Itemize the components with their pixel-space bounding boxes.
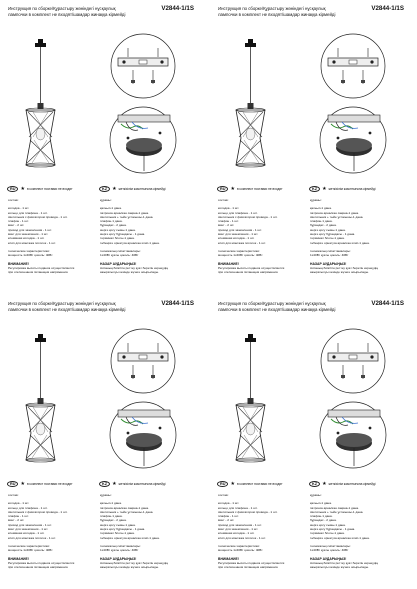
list-item: винт - 2 шт. (8, 518, 25, 523)
list-item: плафон - 1 шт. (218, 219, 239, 224)
warning-line: Регулировка высоты подвеса осуществляется (218, 560, 285, 565)
warning-title: ВНИМАНИЕ! (8, 556, 29, 561)
kz-notice-text: жеткізілім жиынтығына кірмейді (118, 482, 166, 486)
warning-title: ВНИМАНИЕ! (8, 261, 29, 266)
kz-language-tag: KZ (99, 186, 110, 192)
list-item: светильник с фиксатором провода - 1 шт. (218, 509, 278, 514)
wiring-canopy-diagram (110, 107, 176, 173)
star-icon: ★ (230, 480, 235, 487)
list-item: винт - 2 шт. (218, 518, 235, 523)
tech-title: технические характеристики: (8, 543, 50, 548)
section-label: состав: (8, 493, 19, 497)
warning-line: Аспаның биіктігін реттеу қуат беретін кернеудің (310, 265, 378, 270)
list-item: клип для монтажа потолок - 1 шт. (218, 535, 266, 540)
list-item: терминал блогы-1 дана. (100, 531, 135, 536)
warning-title: НАЗАР АУДАРЫҢЫЗ! (310, 556, 347, 561)
list-item: бұрандас - 2 дана. (310, 223, 337, 228)
list-item: провод для заземления - 1 шт. (8, 227, 52, 232)
section-label: құрамы: (100, 493, 112, 497)
warning-line: Аспаның биіктігін реттеу қуат беретін кернеудің (100, 560, 168, 565)
wiring-canopy-diagram (110, 402, 176, 468)
model-number: V2844-1/1S (161, 5, 194, 12)
list-item: төбеңізге орнатуға арналған клип-1 дана. (310, 240, 370, 245)
warning-line: Аспаның биіктігін реттеу қуат беретін кернеудің (100, 265, 168, 270)
list-item: винт для заземления - 1 шт. (8, 232, 49, 237)
star-icon: ★ (20, 185, 25, 192)
warning-title: ВНИМАНИЕ! (218, 556, 239, 561)
ru-notice-text: в комплект поставки не входит (236, 187, 283, 191)
ru-column (8, 198, 94, 274)
list-item: клеммная колодка - 1 шт. (8, 531, 45, 536)
list-item: жерге қосу сымы-1 дана. (100, 227, 136, 232)
list-item: светильник + тыйе ұстағышы-1 дана. (100, 214, 154, 219)
list-item: төбеңізге орнатуға арналған клип-1 дана. (310, 535, 370, 540)
list-item: патронға арналған сақина-1 дана. (310, 210, 359, 215)
section-label: состав: (218, 493, 229, 497)
list-item: жерге қосу бұрандасы - 1 дана. (100, 527, 146, 532)
warning-line: при отключенном питающем напряжении. (218, 565, 279, 570)
pendant-lamp-drawing (26, 334, 55, 462)
instruction-sheet (0, 295, 200, 585)
kz-notice (309, 481, 376, 487)
list-item: светильник с фиксатором провода - 1 шт. (8, 509, 68, 514)
list-item: қальып-1 дана. (100, 501, 122, 506)
section-label: состав: (8, 198, 19, 202)
model-number: V2844-1/1S (371, 300, 404, 307)
tech-value: мощность 1x40Вт цоколь: 40Вт (8, 548, 53, 553)
kz-language-tag: KZ (309, 481, 320, 487)
list-item: колодка - 1 шт. (218, 501, 240, 506)
list-item: патронға арналған сақина-1 дана. (100, 505, 149, 510)
ru-language-tag: RU (7, 481, 18, 487)
header-title: Инструкция по сборке/Құрастыру жөніндегі нұсқаулық (8, 6, 116, 11)
list-item: қальып-1 дана. (310, 501, 332, 506)
header-note: лампочки в комплект не входят/шамдар жинаққа кірмейді (218, 307, 336, 312)
warning-line: Регулировка высоты подвеса осуществляется (218, 265, 285, 270)
list-item: светильник + тыйе ұстағышы-1 дана. (310, 509, 364, 514)
mounting-bracket-diagram (321, 34, 385, 98)
list-item: плафон-1 дана. (100, 514, 123, 519)
warning-line: ажыратылуы кезінде жүзеге асырылады. (100, 270, 159, 275)
list-item: жерге қосу сымы-1 дана. (310, 522, 346, 527)
ru-language-tag: RU (217, 186, 228, 192)
ru-notice (217, 481, 283, 487)
list-item: клеммная колодка - 1 шт. (8, 236, 45, 241)
tech-title: техникалық сипаттамалары: (100, 543, 141, 548)
list-item: плафон-1 дана. (310, 514, 333, 519)
tech-value: 1x40Вт қуаты цоколь: 40Вт (310, 548, 349, 553)
warning-line: при отключенном питающем напряжении. (8, 270, 69, 275)
warning-title: НАЗАР АУДАРЫҢЫЗ! (100, 261, 137, 266)
wiring-canopy-diagram (320, 107, 386, 173)
list-item: жерге қосу бұрандасы - 1 дана. (100, 232, 146, 237)
kz-column (310, 493, 396, 569)
list-item: светильник с фиксатором провода - 1 шт. (8, 214, 68, 219)
assembly-illustration (0, 295, 200, 480)
kz-notice (99, 481, 166, 487)
warning-title: ВНИМАНИЕ! (218, 261, 239, 266)
header-title: Инструкция по сборке/Құрастыру жөніндегі нұсқаулық (8, 301, 116, 306)
kz-column (310, 198, 396, 274)
kz-notice-text: жеткізілім жиынтығына кірмейді (328, 187, 376, 191)
list-item: бұрандас - 2 дана. (310, 518, 337, 523)
star-icon: ★ (112, 480, 117, 487)
warning-line: ажыратылуы кезінде жүзеге асырылады. (310, 270, 369, 275)
list-item: кольцо для плафона - 1 шт. (8, 210, 48, 215)
list-item: бұрандас - 2 дана. (100, 223, 127, 228)
header-note: лампочки в комплект не входят/шамдар жинаққа кірмейді (8, 307, 126, 312)
list-item: терминал блогы-1 дана. (310, 236, 345, 241)
ru-notice-text: в комплект поставки не входит (26, 482, 73, 486)
ru-notice (7, 186, 73, 192)
kz-language-tag: KZ (99, 481, 110, 487)
list-item: төбеңізге орнатуға арналған клип-1 дана. (100, 535, 160, 540)
list-item: плафон - 1 шт. (8, 514, 29, 519)
assembly-illustration (210, 295, 410, 480)
list-item: клип для монтажа потолок - 1 шт. (8, 535, 56, 540)
tech-value: мощность 1x40Вт цоколь: 40Вт (218, 253, 263, 258)
kz-language-tag: KZ (309, 186, 320, 192)
ru-column (218, 493, 304, 569)
star-icon: ★ (20, 480, 25, 487)
list-item: клип для монтажа потолок - 1 шт. (8, 240, 56, 245)
section-label: құрамы: (310, 493, 322, 497)
list-item: патронға арналған сақина-1 дана. (310, 505, 359, 510)
list-item: қальып-1 дана. (310, 206, 332, 211)
tech-value: 1x40Вт қуаты цоколь: 40Вт (310, 253, 349, 258)
warning-line: Регулировка высоты подвеса осуществляется (8, 560, 75, 565)
kz-notice-text: жеткізілім жиынтығына кірмейді (328, 482, 376, 486)
tech-value: 1x40Вт қуаты цоколь: 40Вт (100, 548, 139, 553)
list-item: жерге қосу бұрандасы - 1 дана. (310, 527, 356, 532)
star-icon: ★ (112, 185, 117, 192)
list-item: винт - 2 шт. (8, 223, 25, 228)
model-number: V2844-1/1S (371, 5, 404, 12)
tech-title: технические характеристики: (218, 248, 260, 253)
kz-notice-text: жеткізілім жиынтығына кірмейді (118, 187, 166, 191)
pendant-lamp-drawing (236, 39, 265, 167)
list-item: провод для заземления - 1 шт. (218, 227, 262, 232)
section-label: состав: (218, 198, 229, 202)
list-item: плафон - 1 шт. (8, 219, 29, 224)
pendant-lamp-drawing (236, 334, 265, 462)
tech-title: технические характеристики: (8, 248, 50, 253)
list-item: колодка - 1 шт. (8, 501, 30, 506)
list-item: жерге қосу бұрандасы - 1 дана. (310, 232, 356, 237)
list-item: клеммная колодка - 1 шт. (218, 236, 255, 241)
kz-notice (309, 186, 376, 192)
sheet-header (218, 6, 404, 17)
tech-title: техникалық сипаттамалары: (100, 248, 141, 253)
list-item: винт для заземления - 1 шт. (8, 527, 49, 532)
list-item: плафон-1 дана. (310, 219, 333, 224)
warning-line: Аспаның биіктігін реттеу қуат беретін кернеудің (310, 560, 378, 565)
tech-title: техникалық сипаттамалары: (310, 543, 351, 548)
ru-notice (217, 186, 283, 192)
warning-title: НАЗАР АУДАРЫҢЫЗ! (310, 261, 347, 266)
tech-value: мощность 1x40Вт цоколь: 40Вт (218, 548, 263, 553)
ru-notice-text: в комплект поставки не входит (236, 482, 283, 486)
ru-column (8, 493, 94, 569)
header-title: Инструкция по сборке/Құрастыру жөніндегі нұсқаулық (218, 6, 326, 11)
tech-title: технические характеристики: (218, 543, 260, 548)
sheet-header (8, 6, 194, 17)
assembly-illustration (210, 0, 410, 185)
list-item: провод для заземления - 1 шт. (8, 522, 52, 527)
list-item: клип для монтажа потолок - 1 шт. (218, 240, 266, 245)
list-item: терминал блогы-1 дана. (310, 531, 345, 536)
instruction-sheet (210, 0, 410, 290)
list-item: винт для заземления - 1 шт. (218, 232, 259, 237)
tech-value: 1x40Вт қуаты цоколь: 40Вт (100, 253, 139, 258)
ru-column (218, 198, 304, 274)
list-item: колодка - 1 шт. (8, 206, 30, 211)
mounting-bracket-diagram (321, 329, 385, 393)
wiring-canopy-diagram (320, 402, 386, 468)
pendant-lamp-drawing (26, 39, 55, 167)
list-item: кольцо для плафона - 1 шт. (218, 210, 258, 215)
mounting-bracket-diagram (111, 329, 175, 393)
list-item: колодка - 1 шт. (218, 206, 240, 211)
warning-line: Регулировка высоты подвеса осуществляется (8, 265, 75, 270)
ru-notice-text: в комплект поставки не входит (26, 187, 73, 191)
ru-notice (7, 481, 73, 487)
section-label: құрамы: (100, 198, 112, 202)
list-item: светильник с фиксатором провода - 1 шт. (218, 214, 278, 219)
ru-language-tag: RU (217, 481, 228, 487)
warning-line: при отключенном питающем напряжении. (218, 270, 279, 275)
star-icon: ★ (322, 480, 327, 487)
tech-title: техникалық сипаттамалары: (310, 248, 351, 253)
list-item: клеммная колодка - 1 шт. (218, 531, 255, 536)
header-title: Инструкция по сборке/Құрастыру жөніндегі нұсқаулық (218, 301, 326, 306)
instruction-sheet (0, 0, 200, 290)
list-item: плафон-1 дана. (100, 219, 123, 224)
list-item: кольцо для плафона - 1 шт. (218, 505, 258, 510)
mounting-bracket-diagram (111, 34, 175, 98)
sheet-header (8, 301, 194, 312)
sheet-header (218, 301, 404, 312)
ru-language-tag: RU (7, 186, 18, 192)
list-item: винт для заземления - 1 шт. (218, 527, 259, 532)
section-label: құрамы: (310, 198, 322, 202)
list-item: провод для заземления - 1 шт. (218, 522, 262, 527)
list-item: светильник + тыйе ұстағышы-1 дана. (310, 214, 364, 219)
assembly-illustration (0, 0, 200, 185)
list-item: жерге қосу сымы-1 дана. (310, 227, 346, 232)
instruction-sheet (210, 295, 410, 585)
list-item: патронға арналған сақина-1 дана. (100, 210, 149, 215)
list-item: қальып-1 дана. (100, 206, 122, 211)
warning-title: НАЗАР АУДАРЫҢЫЗ! (100, 556, 137, 561)
list-item: терминал блогы-1 дана. (100, 236, 135, 241)
model-number: V2844-1/1S (161, 300, 194, 307)
list-item: жерге қосу сымы-1 дана. (100, 522, 136, 527)
list-item: кольцо для плафона - 1 шт. (8, 505, 48, 510)
kz-notice (99, 186, 166, 192)
warning-line: ажыратылуы кезінде жүзеге асырылады. (100, 565, 159, 570)
list-item: плафон - 1 шт. (218, 514, 239, 519)
warning-line: при отключенном питающем напряжении. (8, 565, 69, 570)
warning-line: ажыратылуы кезінде жүзеге асырылады. (310, 565, 369, 570)
tech-value: мощность 1x40Вт цоколь: 40Вт (8, 253, 53, 258)
kz-column (100, 493, 186, 569)
star-icon: ★ (230, 185, 235, 192)
list-item: винт - 2 шт. (218, 223, 235, 228)
star-icon: ★ (322, 185, 327, 192)
list-item: төбеңізге орнатуға арналған клип-1 дана. (100, 240, 160, 245)
list-item: светильник + тыйе ұстағышы-1 дана. (100, 509, 154, 514)
kz-column (100, 198, 186, 274)
header-note: лампочки в комплект не входят/шамдар жинаққа кірмейді (218, 12, 336, 17)
list-item: бұрандас - 2 дана. (100, 518, 127, 523)
header-note: лампочки в комплект не входят/шамдар жинаққа кірмейді (8, 12, 126, 17)
